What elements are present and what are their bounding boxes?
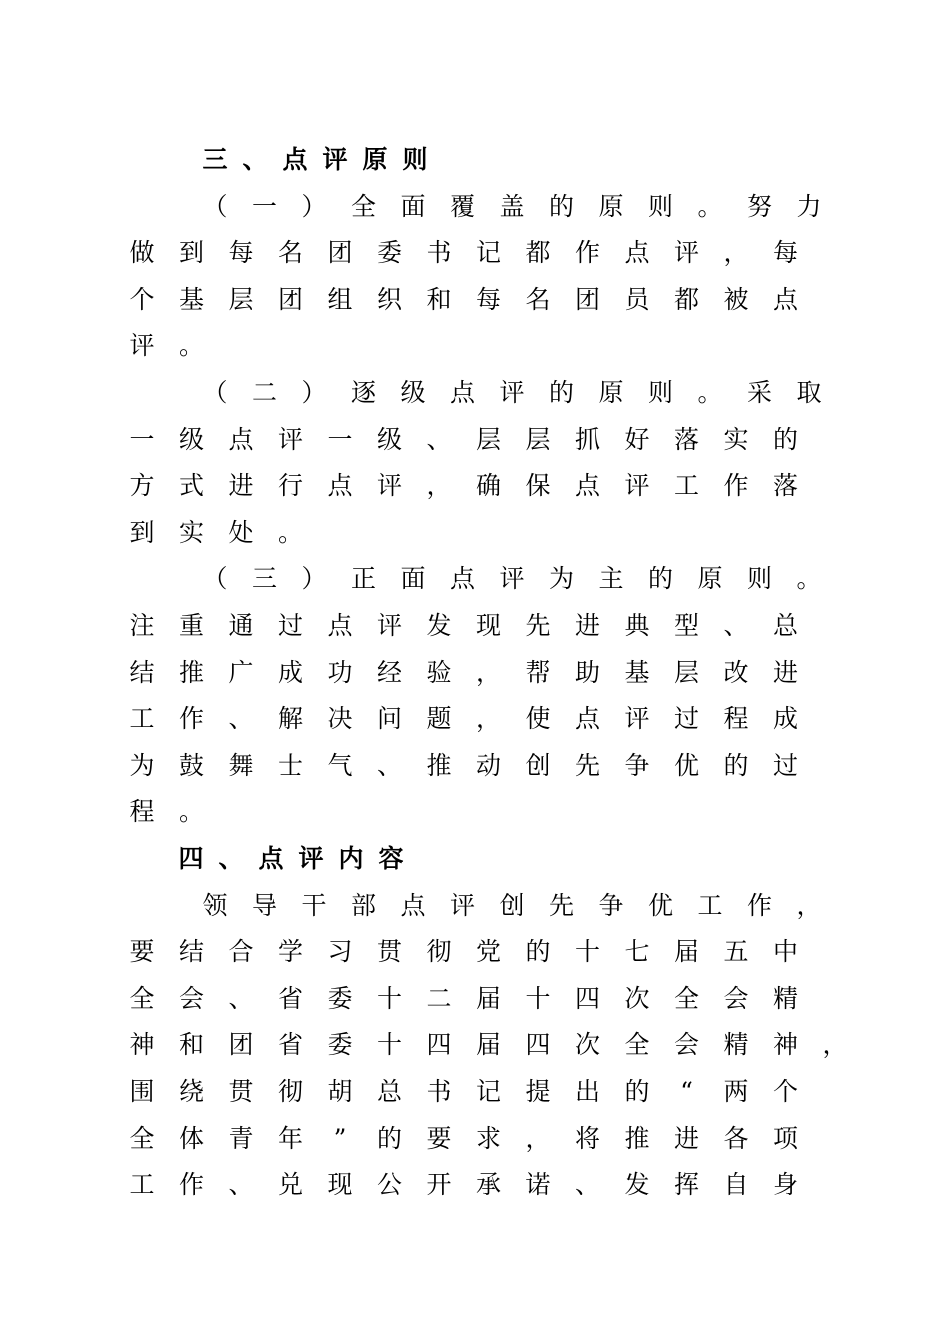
glyph: “ <box>680 1077 693 1106</box>
glyph: 层 <box>228 284 254 314</box>
glyph: 为 <box>129 750 155 780</box>
glyph: ， <box>723 238 749 268</box>
glyph: 彻 <box>277 1077 303 1106</box>
glyph: 处 <box>228 517 254 547</box>
glyph: 决 <box>327 704 353 734</box>
glyph: 作 <box>574 238 600 268</box>
glyph: ） <box>301 191 327 221</box>
glyph: 改 <box>723 657 749 687</box>
glyph: 点 <box>228 424 254 454</box>
glyph: 努 <box>746 191 772 221</box>
glyph: 委 <box>327 983 353 1013</box>
glyph: 习 <box>327 937 353 967</box>
glyph: 评 <box>624 471 650 501</box>
glyph: 全 <box>624 1030 650 1060</box>
glyph: 通 <box>228 611 254 640</box>
glyph: 记 <box>475 1077 501 1106</box>
glyph: 开 <box>426 1170 452 1200</box>
glyph: 胡 <box>327 1077 353 1106</box>
glyph: 四 <box>178 844 204 873</box>
glyph: 神 <box>772 1030 798 1060</box>
glyph: 四 <box>426 1030 452 1060</box>
glyph: 一 <box>251 191 277 221</box>
glyph: 为 <box>548 564 574 594</box>
glyph: 。 <box>178 797 204 827</box>
glyph: 保 <box>525 471 551 501</box>
glyph: 确 <box>475 471 501 501</box>
glyph: 都 <box>673 284 699 314</box>
glyph: 名 <box>525 284 551 314</box>
glyph: 基 <box>178 284 204 314</box>
glyph: ， <box>525 1123 551 1153</box>
glyph: 届 <box>475 983 501 1013</box>
glyph: 现 <box>475 611 501 640</box>
glyph: 、 <box>574 1170 600 1200</box>
glyph: 原 <box>598 191 624 221</box>
glyph: 级 <box>178 424 204 454</box>
glyph: 的 <box>376 1123 402 1153</box>
glyph: 评 <box>673 238 699 268</box>
glyph: ， <box>822 1030 848 1060</box>
glyph: 过 <box>772 750 798 780</box>
glyph: （ <box>202 191 228 221</box>
glyph: 解 <box>277 704 303 734</box>
glyph: 都 <box>525 238 551 268</box>
glyph: 式 <box>178 471 204 501</box>
glyph: 问 <box>376 704 402 734</box>
glyph: 全 <box>673 983 699 1013</box>
glyph: 一 <box>129 424 155 454</box>
glyph: 点 <box>327 611 353 640</box>
glyph: ， <box>426 471 452 501</box>
glyph: 精 <box>723 1030 749 1060</box>
glyph: 个 <box>772 1077 798 1106</box>
glyph: 点 <box>574 704 600 734</box>
glyph: 二 <box>426 983 452 1013</box>
glyph: 团 <box>228 1030 254 1060</box>
glyph: 。 <box>178 331 204 361</box>
glyph: 全 <box>129 1123 155 1153</box>
glyph: 兑 <box>277 1170 303 1200</box>
glyph: 动 <box>475 750 501 780</box>
glyph: 落 <box>673 424 699 454</box>
glyph: 个 <box>129 284 155 314</box>
glyph: 。 <box>796 564 822 594</box>
glyph: 典 <box>624 611 650 640</box>
glyph: 中 <box>772 937 798 967</box>
glyph: 助 <box>574 657 600 687</box>
glyph: 会 <box>178 983 204 1013</box>
glyph: 程 <box>129 797 155 827</box>
glyph: 原 <box>598 378 624 407</box>
glyph: 评 <box>129 331 155 361</box>
glyph: 士 <box>277 750 303 780</box>
glyph: 。 <box>697 191 723 221</box>
glyph: 点 <box>449 378 475 407</box>
glyph: 争 <box>624 750 650 780</box>
glyph: 工 <box>673 471 699 501</box>
glyph: 重 <box>178 611 204 640</box>
glyph: 团 <box>574 284 600 314</box>
glyph: 求 <box>475 1123 501 1153</box>
glyph: 项 <box>772 1123 798 1153</box>
glyph: 五 <box>723 937 749 967</box>
glyph: 评 <box>449 890 475 920</box>
glyph: 、 <box>242 145 268 174</box>
glyph: 结 <box>178 937 204 967</box>
glyph: 将 <box>574 1123 600 1153</box>
glyph: 作 <box>746 890 772 920</box>
glyph: 委 <box>327 1030 353 1060</box>
glyph: 点 <box>327 471 353 501</box>
glyph: 的 <box>772 424 798 454</box>
glyph: 则 <box>647 191 673 221</box>
glyph: 的 <box>525 937 551 967</box>
glyph: 每 <box>772 238 798 268</box>
glyph: 进 <box>772 657 798 687</box>
glyph: 型 <box>673 611 699 640</box>
glyph: 自 <box>723 1170 749 1200</box>
glyph: 级 <box>376 424 402 454</box>
glyph: 注 <box>129 611 155 640</box>
glyph: 创 <box>525 750 551 780</box>
glyph: 领 <box>202 890 228 920</box>
glyph: 抓 <box>574 424 600 454</box>
glyph: 层 <box>525 424 551 454</box>
glyph: 程 <box>723 704 749 734</box>
glyph: 绕 <box>178 1077 204 1106</box>
glyph: 评 <box>376 471 402 501</box>
glyph: 总 <box>376 1077 402 1106</box>
glyph: 、 <box>723 611 749 640</box>
glyph: 进 <box>228 471 254 501</box>
glyph: 彻 <box>426 937 452 967</box>
glyph: 的 <box>548 191 574 221</box>
glyph: 力 <box>796 191 822 221</box>
glyph: 推 <box>426 750 452 780</box>
glyph: 盖 <box>499 191 525 221</box>
glyph: 两 <box>723 1077 749 1106</box>
glyph: 取 <box>796 378 822 407</box>
glyph: 层 <box>673 657 699 687</box>
glyph: 逐 <box>350 378 376 407</box>
glyph: 成 <box>277 657 303 687</box>
glyph: ， <box>475 657 501 687</box>
glyph: 十 <box>376 1030 402 1060</box>
glyph: 经 <box>376 657 402 687</box>
glyph: 争 <box>598 890 624 920</box>
glyph: 评 <box>624 704 650 734</box>
glyph: 帮 <box>525 657 551 687</box>
glyph: 做 <box>129 238 155 268</box>
glyph: 委 <box>376 238 402 268</box>
glyph: 评 <box>322 145 348 174</box>
glyph: 过 <box>277 611 303 640</box>
glyph: 验 <box>426 657 452 687</box>
glyph: 青 <box>228 1123 254 1153</box>
glyph: 优 <box>647 890 673 920</box>
glyph: 面 <box>400 564 426 594</box>
glyph: 精 <box>772 983 798 1013</box>
glyph: 四 <box>525 1030 551 1060</box>
glyph: 则 <box>746 564 772 594</box>
glyph: 干 <box>301 890 327 920</box>
glyph: 、 <box>218 844 244 873</box>
glyph: 出 <box>574 1077 600 1106</box>
glyph: 正 <box>350 564 376 594</box>
glyph: 覆 <box>449 191 475 221</box>
glyph: 团 <box>277 284 303 314</box>
glyph: 点 <box>400 890 426 920</box>
glyph: 、 <box>426 424 452 454</box>
glyph: 到 <box>178 238 204 268</box>
glyph: （ <box>202 378 228 407</box>
glyph: 的 <box>624 1077 650 1106</box>
glyph: 全 <box>129 983 155 1013</box>
glyph: 功 <box>327 657 353 687</box>
glyph: 评 <box>499 378 525 407</box>
glyph: 省 <box>277 983 303 1013</box>
glyph: 优 <box>673 750 699 780</box>
glyph: 推 <box>178 657 204 687</box>
glyph: （ <box>202 564 228 594</box>
glyph: 组 <box>327 284 353 314</box>
glyph: ） <box>301 564 327 594</box>
glyph: 结 <box>129 657 155 687</box>
glyph: 鼓 <box>178 750 204 780</box>
glyph: 作 <box>723 471 749 501</box>
glyph: 工 <box>697 890 723 920</box>
glyph: 进 <box>673 1123 699 1153</box>
glyph: 原 <box>697 564 723 594</box>
glyph: 每 <box>475 284 501 314</box>
glyph: 十 <box>376 983 402 1013</box>
glyph: 提 <box>525 1077 551 1106</box>
glyph: 工 <box>129 704 155 734</box>
glyph: 二 <box>251 378 277 407</box>
glyph: 身 <box>772 1170 798 1200</box>
glyph: 容 <box>378 844 404 873</box>
glyph: 贯 <box>376 937 402 967</box>
glyph: 公 <box>376 1170 402 1200</box>
glyph: 作 <box>178 704 204 734</box>
glyph: 总 <box>772 611 798 640</box>
glyph: 全 <box>350 191 376 221</box>
glyph: 基 <box>624 657 650 687</box>
glyph: ” <box>333 1123 347 1153</box>
glyph: 方 <box>129 471 155 501</box>
glyph: 先 <box>548 890 574 920</box>
glyph: 的 <box>548 378 574 407</box>
glyph: 则 <box>402 145 428 174</box>
glyph: 的 <box>647 564 673 594</box>
glyph: 贯 <box>228 1077 254 1106</box>
glyph: 好 <box>624 424 650 454</box>
glyph: 过 <box>673 704 699 734</box>
glyph: 、 <box>228 983 254 1013</box>
glyph: 体 <box>178 1123 204 1153</box>
glyph: 团 <box>327 238 353 268</box>
glyph: 要 <box>426 1123 452 1153</box>
glyph: 级 <box>400 378 426 407</box>
glyph: 内 <box>338 844 364 873</box>
glyph: 评 <box>376 611 402 640</box>
glyph: 四 <box>574 983 600 1013</box>
glyph: 、 <box>228 704 254 734</box>
glyph: 舞 <box>228 750 254 780</box>
glyph: 年 <box>277 1123 303 1153</box>
glyph: 次 <box>574 1030 600 1060</box>
glyph: 省 <box>277 1030 303 1060</box>
glyph: 神 <box>129 1030 155 1060</box>
glyph: 十 <box>525 983 551 1013</box>
glyph: 。 <box>697 378 723 407</box>
glyph: 各 <box>723 1123 749 1153</box>
glyph: 现 <box>327 1170 353 1200</box>
glyph: 会 <box>723 983 749 1013</box>
glyph: 每 <box>228 238 254 268</box>
glyph: 的 <box>723 750 749 780</box>
glyph: 三 <box>202 145 228 174</box>
glyph: ） <box>301 378 327 407</box>
glyph: 题 <box>426 704 452 734</box>
glyph: 党 <box>475 937 501 967</box>
glyph: 评 <box>499 564 525 594</box>
glyph: 和 <box>426 284 452 314</box>
glyph: ， <box>796 890 822 920</box>
glyph: ， <box>475 704 501 734</box>
glyph: 实 <box>723 424 749 454</box>
glyph: 名 <box>277 238 303 268</box>
glyph: 面 <box>400 191 426 221</box>
glyph: 围 <box>129 1077 155 1106</box>
glyph: 先 <box>574 750 600 780</box>
glyph: 诺 <box>525 1170 551 1200</box>
glyph: 推 <box>624 1123 650 1153</box>
glyph: 落 <box>772 471 798 501</box>
glyph: 实 <box>178 517 204 547</box>
glyph: 创 <box>499 890 525 920</box>
glyph: 工 <box>129 1170 155 1200</box>
glyph: 采 <box>746 378 772 407</box>
glyph: 届 <box>475 1030 501 1060</box>
glyph: 七 <box>624 937 650 967</box>
glyph: 主 <box>598 564 624 594</box>
glyph: 书 <box>426 1077 452 1106</box>
glyph: 届 <box>673 937 699 967</box>
glyph: 一 <box>327 424 353 454</box>
glyph: 承 <box>475 1170 501 1200</box>
glyph: 先 <box>525 611 551 640</box>
glyph: 织 <box>376 284 402 314</box>
glyph: 则 <box>647 378 673 407</box>
glyph: 要 <box>129 937 155 967</box>
glyph: 记 <box>475 238 501 268</box>
glyph: 气 <box>327 750 353 780</box>
glyph: 发 <box>426 611 452 640</box>
glyph: 点 <box>772 284 798 314</box>
glyph: 挥 <box>673 1170 699 1200</box>
glyph: 行 <box>277 471 303 501</box>
glyph: 会 <box>673 1030 699 1060</box>
glyph: 层 <box>475 424 501 454</box>
glyph: 评 <box>277 424 303 454</box>
glyph: 员 <box>624 284 650 314</box>
glyph: 合 <box>228 937 254 967</box>
glyph: 点 <box>449 564 475 594</box>
glyph: 部 <box>350 890 376 920</box>
glyph: 点 <box>282 145 308 174</box>
glyph: 进 <box>574 611 600 640</box>
glyph: 学 <box>277 937 303 967</box>
glyph: 发 <box>624 1170 650 1200</box>
glyph: 点 <box>624 238 650 268</box>
glyph: 和 <box>178 1030 204 1060</box>
glyph: 被 <box>723 284 749 314</box>
glyph: 使 <box>525 704 551 734</box>
glyph: 、 <box>376 750 402 780</box>
glyph: 到 <box>129 517 155 547</box>
glyph: 导 <box>251 890 277 920</box>
glyph: 十 <box>574 937 600 967</box>
glyph: 原 <box>362 145 388 174</box>
glyph: 三 <box>251 564 277 594</box>
glyph: 点 <box>574 471 600 501</box>
glyph: 点 <box>258 844 284 873</box>
glyph: 。 <box>277 517 303 547</box>
glyph: 次 <box>624 983 650 1013</box>
glyph: 书 <box>426 238 452 268</box>
glyph: 、 <box>228 1170 254 1200</box>
glyph: 作 <box>178 1170 204 1200</box>
glyph: 评 <box>298 844 324 873</box>
glyph: 成 <box>772 704 798 734</box>
glyph: 广 <box>228 657 254 687</box>
